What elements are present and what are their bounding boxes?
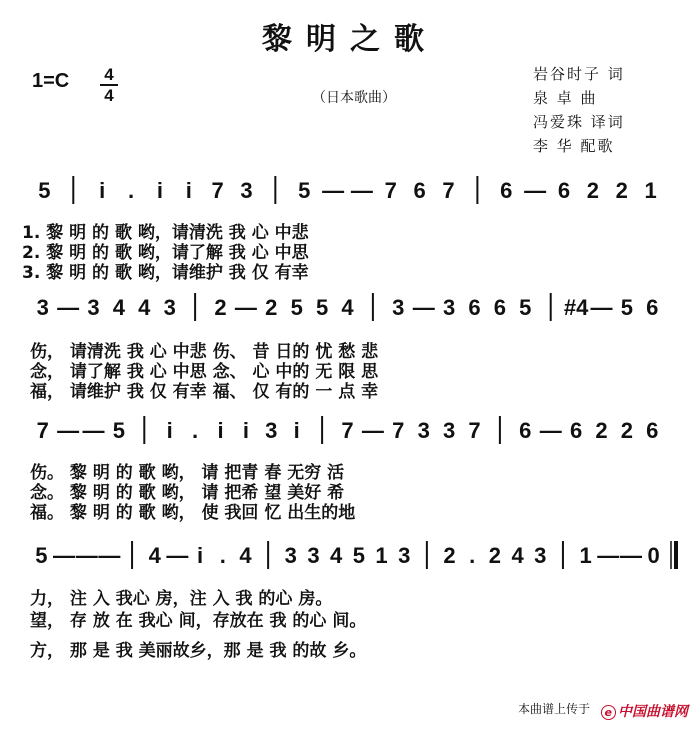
note: 2 bbox=[488, 543, 502, 568]
note-dash: — bbox=[234, 295, 257, 320]
note: 6 bbox=[493, 295, 507, 320]
credit-translator: 冯爱珠 译词 bbox=[533, 113, 625, 131]
note: 2 bbox=[586, 178, 599, 203]
note: 7 bbox=[392, 418, 405, 443]
note: 4 bbox=[138, 295, 151, 320]
note: 7 bbox=[341, 418, 354, 443]
time-signature bbox=[100, 66, 118, 104]
note: i bbox=[293, 418, 300, 443]
lyric-row-1-verse-1: 1. 黎 明 的 歌 哟，请清洗 我 心 中悲 bbox=[22, 223, 309, 243]
song-title: 黎明之歌 bbox=[262, 22, 438, 57]
note: #4 bbox=[563, 295, 589, 320]
note-dash: — bbox=[98, 543, 121, 568]
note: 4 bbox=[330, 543, 343, 568]
note: 7 bbox=[384, 178, 397, 203]
note-dash: — bbox=[350, 178, 373, 203]
note: 3 bbox=[240, 178, 253, 203]
note: 6 bbox=[569, 418, 583, 443]
note: 3 bbox=[265, 418, 278, 443]
note: i bbox=[217, 418, 224, 443]
note: 5 bbox=[298, 178, 311, 203]
note: 5 bbox=[112, 418, 126, 443]
note: 6 bbox=[557, 178, 571, 203]
note-dash: — bbox=[322, 178, 345, 203]
note-dash: — bbox=[166, 543, 189, 568]
note-dot: . bbox=[219, 543, 226, 568]
note: 2 bbox=[265, 295, 278, 320]
note: 1 bbox=[644, 178, 657, 203]
note: 4 bbox=[112, 295, 126, 320]
site-logo[interactable] bbox=[601, 701, 688, 721]
lyric-row-2-verse-3: 福， 请维护 我 仅 有幸 福、 仅 有的 一 点 幸 bbox=[30, 382, 379, 402]
note: 7 bbox=[442, 178, 455, 203]
note: 1 bbox=[375, 543, 388, 568]
credit-lyricist: 岩谷时子 词 bbox=[533, 65, 625, 83]
lyric-row-3-verse-3: 福。 黎 明 的 歌 哟， 使 我回 忆 出生的地 bbox=[30, 503, 356, 523]
note: 2 bbox=[214, 295, 227, 320]
lyric-row-3-verse-2: 念。 黎 明 的 歌 哟， 请 把希 望 美好 希 bbox=[30, 483, 345, 503]
lyric-row-1-verse-3: 3. 黎 明 的 歌 哟，请维护 我 仅 有幸 bbox=[22, 263, 309, 283]
footer-text: 本曲谱上传于 bbox=[517, 702, 590, 716]
note: 3 bbox=[87, 295, 100, 320]
site-logo-label: 中国曲谱网 bbox=[618, 704, 688, 720]
note: 6 bbox=[646, 295, 659, 320]
note: 6 bbox=[468, 295, 481, 320]
lyric-row-2-verse-2: 念， 请了解 我 心 中思 念、 心 中的 无 限 思 bbox=[30, 362, 379, 382]
note-dot: . bbox=[127, 178, 135, 203]
time-signature-bottom: 4 bbox=[104, 86, 114, 105]
note: 6 bbox=[500, 178, 513, 203]
note: 5 bbox=[519, 295, 532, 320]
note: 3 bbox=[442, 418, 456, 443]
note: 0 bbox=[647, 543, 660, 568]
note: i bbox=[99, 178, 106, 203]
note: 3 bbox=[307, 543, 320, 568]
note: i bbox=[197, 543, 204, 568]
note-dash: — bbox=[597, 543, 620, 568]
note: 4 bbox=[148, 543, 161, 568]
logo-e-icon: e bbox=[601, 705, 616, 720]
note: 3 bbox=[163, 295, 176, 320]
lyric-row-4-verse-2: 望， 存 放 在 我心 间，存放在 我 的心 间。 bbox=[30, 611, 367, 631]
lyric-row-3-verse-1: 伤。 黎 明 的 歌 哟， 请 把青 春 无穷 活 bbox=[30, 463, 345, 483]
lyric-row-4-verse-1: 力， 注 入 我心 房，注 入 我 的心 房。 bbox=[30, 589, 333, 609]
note-dash: — bbox=[53, 543, 76, 568]
note: 3 bbox=[534, 543, 547, 568]
note: 7 bbox=[36, 418, 49, 443]
note: 5 bbox=[620, 295, 634, 320]
note-dash: — bbox=[57, 295, 80, 320]
note-dot: . bbox=[192, 418, 199, 443]
lyric-row-1-verse-2: 2. 黎 明 的 歌 哟，请了解 我 心 中思 bbox=[22, 243, 309, 263]
note: 7 bbox=[211, 178, 224, 203]
note: 3 bbox=[398, 543, 411, 568]
note-dash: — bbox=[539, 418, 562, 443]
note: 7 bbox=[468, 418, 481, 443]
note: 1 bbox=[579, 543, 592, 568]
note-dash: — bbox=[57, 418, 80, 443]
lyric-row-2-verse-1: 伤， 请清洗 我 心 中悲 伤、 昔 日的 忧 愁 悲 bbox=[30, 342, 379, 362]
note-dash: — bbox=[75, 543, 98, 568]
note: 3 bbox=[417, 418, 430, 443]
note: 4 bbox=[511, 543, 524, 568]
note: 3 bbox=[36, 295, 49, 320]
subtitle: （日本歌曲） bbox=[312, 90, 396, 106]
note: 4 bbox=[341, 295, 354, 320]
note: 3 bbox=[442, 295, 456, 320]
note: 5 bbox=[290, 295, 303, 320]
note: 5 bbox=[35, 543, 48, 568]
note: 2 bbox=[615, 178, 628, 203]
note-dot: . bbox=[469, 543, 476, 568]
note: 5 bbox=[315, 295, 329, 320]
note: 2 bbox=[443, 543, 456, 568]
note: 6 bbox=[646, 418, 659, 443]
credit-composer: 泉 卓 曲 bbox=[533, 89, 598, 107]
time-signature-top: 4 bbox=[104, 65, 114, 84]
note: 2 bbox=[620, 418, 634, 443]
note-dash: — bbox=[412, 295, 435, 320]
note: 5 bbox=[352, 543, 365, 568]
note: i bbox=[156, 178, 163, 203]
note: i bbox=[185, 178, 192, 203]
note-dash: — bbox=[82, 418, 105, 443]
note: 6 bbox=[413, 178, 426, 203]
note: 3 bbox=[284, 543, 297, 568]
note: 5 bbox=[38, 178, 51, 203]
key-signature: 1=C bbox=[32, 70, 70, 92]
note: i bbox=[166, 418, 173, 443]
note-dash: — bbox=[361, 418, 384, 443]
note: 2 bbox=[595, 418, 608, 443]
lyric-row-4-verse-3: 方， 那 是 我 美丽故乡，那 是 我 的故 乡。 bbox=[30, 641, 367, 661]
note: i bbox=[242, 418, 249, 443]
note-dash: — bbox=[524, 178, 547, 203]
note: 3 bbox=[392, 295, 405, 320]
note-dash: — bbox=[590, 295, 613, 320]
note: 6 bbox=[519, 418, 532, 443]
credit-arranger: 李 华 配歌 bbox=[533, 137, 615, 155]
note-dash: — bbox=[619, 543, 642, 568]
note: 4 bbox=[239, 543, 252, 568]
